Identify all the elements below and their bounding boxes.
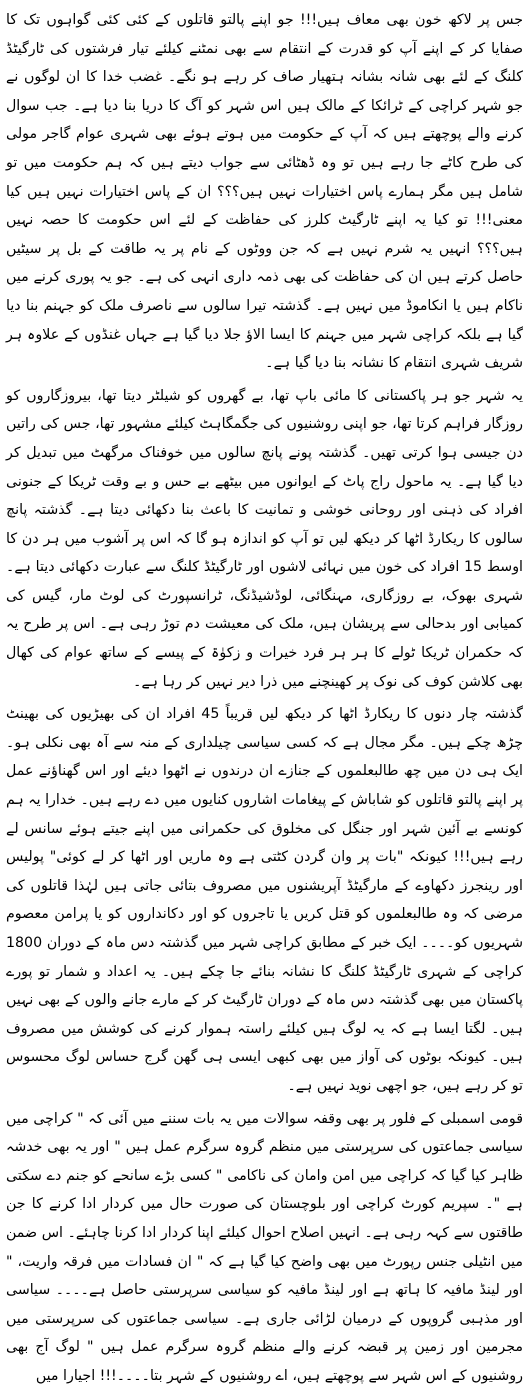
- article-paragraph-4: قومی اسمبلی کے فلور پر بھی وقفہ سوالات میں یہ بات سننے میں آئی کہ " کراچی میں سیاسی جماعتوں کی سرپرستی میں منظم گروہ سرگرم عمل ہیں " اور یہ بھی خدشہ ظاہر کیا گیا کہ کراچی میں امن وامان کی ناکامی " کسی بڑے سانحے کو جنم دے سکتی ہے "۔ سپریم کورٹ کراچی اور بلوچستان کی صورت حال میں کردار ادا کرنے کا جن طاقتوں سے کہہ رہی ہے۔ انہیں اصلاح احوال کیلئے اپنا کردار ادا کرنا چاہئے۔ اس ضمن میں انٹیلی جنس رپورٹ میں بھی واضح کیا گیا ہے کہ " ان فسادات میں فرقہ واریت، " اور لینڈ مافیہ کا ہاتھ ہے اور لینڈ مافیہ کو سیاسی سرپرستی حاصل ہے۔۔۔۔ سیاسی اور مذہبی گروپوں کے درمیان لڑائی جاری ہے۔ سیاسی جماعتوں کی سرپرستی میں مجرمین اور زمین پر قبضہ کرنے والے منظم گروہ سرگرم عمل ہیں " لوگ آج بھی روشنیوں کے اس شہر سے پوچھتے ہیں، اے روشنیوں کے شہر بتا۔۔۔۔!!! اجیارا میں: [6, 1110, 523, 1384]
- article-paragraph-3: گذشتہ چار دنوں کا ریکارڈ اٹھا کر دیکھ لیں قریباً 45 افراد ان کی بھیڑیوں کی بھینٹ چڑھ چکے ہیں۔ مگر مجال ہے کہ کسی سیاسی چیلداری کے منہ سے آہ بھی نکلی ہو۔ ایک ہی دن میں چھ طالبعلموں کے جنازے ان درندوں نے اٹھوا دیئے اور اس گھناؤنے عمل پر اپنے پالتو قاتلوں کو شاباش کے پیغامات اشاروں کنایوں میں دے رہے ہیں۔ خدارا یہ ہم کونسے بے آئین شہر اور جنگل کی مخلوق کی حکمرانی میں اپنے جیتے ہوئے سانس لے رہے ہیں!!! کیونکہ "بات پر وان گردن کٹتی ہے وہ ماریں اور اٹھا کر لے کوئی" پولیس اور رینجرز دکھاوے کے مارگیٹڈ آپریشنوں میں مصروف بتائی جاتی ہیں لہٰذا قاتلوں کی مرضی کہ وہ طالبعلموں کو قتل کریں یا تاجروں کو اور دکانداروں کو یا پرامن معصوم شہریوں کو۔۔۔۔ ایک خبر کے مطابق کراچی شہر میں گذشتہ دس ماہ کے دوران 1800 کراچی کے شہری ٹارگیٹڈ کلنگ کا نشانہ بنائے جا چکے ہیں۔ یہ اعداد و شمار تو پورے پاکستان میں بھی گذشتہ دس ماہ کے دوران ٹارگیٹ کر کے مارے جانے والوں کے بھی نہیں ہیں۔ لگتا ایسا ہے کہ یہ لوگ ہیں کیلئے راستہ ہموار کرنے کی کوشش میں مصروف ہیں۔ کیونکہ بوٹوں کی آواز میں بھی کبھی ایسی ہی گھن گرج حساس لوگ محسوس تو کر رہے ہیں، جو اچھی نوید نہیں ہے۔: [6, 706, 523, 1094]
- article-paragraph-2: یہ شہر جو ہر پاکستانی کا مائی باپ تھا، بے گھروں کو شیلٹر دیتا تھا، بیروزگاروں کو روزگار فراہم کرتا تھا، جو اپنی روشنیوں کی جگمگاہٹ کیلئے مشہور تھا، جس کی راتیں دن جیسی ہوا کرتی تھیں۔ گذشتہ پونے پانچ سالوں میں خوفناک مرگھٹ میں تبدیل کر دیا گیا ہے۔ یہ ماحول راج پاٹ کے ایوانوں میں بیٹھے بے حس و بے وقت ٹریکا کے جنونی افراد کی ذہنی اور روحانی خوشی و تمانیت کا باعث بنا دکھائی دیتا ہے۔ گذشتہ پانچ سالوں کا ریکارڈ اٹھا کر دیکھ لیں تو آپ کو اندازہ ہو گا کہ اس پر آشوب میں ہر دن کا اوسط 15 افراد کی خون میں نہائی لاشوں اور ٹارگیٹڈ کلنگ سے عبارت دکھائی دیتا ہے۔ شہری بھوک، بے روزگاری، مہنگائی، لوڈشیڈنگ، ٹرانسپورٹ کی لوٹ مار، گیس کی کمیابی اور بدحالی سے پریشان ہیں، ملک کی معیشت دم توڑ رہی ہے۔ اس پر طرح یہ کہ حکمران ٹریکا ٹولے کا ہر ہر فرد خیرات و زکوٰۃ کے پیسے کے ساتھ عوام کی کھال بھی کلاشن کوف کی نوک پر کھینچنے میں ذرا دیر نہیں کر رہا ہے۔: [6, 387, 523, 690]
- article-paragraph-1: جس پر لاکھ خون بھی معاف ہیں!!! جو اپنے پالتو قاتلوں کے کئی کئی گواہوں تک کا صفایا کر کے اپنے آپ کو قدرت کے انتقام سے بھی نمٹنے کیلئے تیار فرشتوں کی ٹارگیٹڈ کلنگ کے لئے بھی شانہ بشانہ ہتھیار صاف کر رہے ہو نگے۔ غضب خدا کا ان لوگوں نے جو شہر کراچی کے ٹرائکا کے مالک ہیں اس شہر کو آگ کا دریا بنا دیا ہے۔ جب سوال کرنے والے پوچھتے ہیں کہ آپ کے حکومت میں ہوتے ہوئے بھی شہری عوام گاجر مولی کی طرح کاٹے جا رہے ہیں تو وہ ڈھٹائی سے جواب دیتے ہیں کہ ہم حکومت میں تو شامل ہیں مگر ہمارے پاس اختیارات نہیں ہیں؟؟؟ ان کے پاس اختیارات نہیں ہیں کیا معنی!!! تو کیا یہ اپنے ٹارگیٹ کلرز کی حفاظت کے لئے اس حکومت کا حصہ نہیں ہیں؟؟؟ انہیں یہ شرم نہیں ہے کہ جن ووٹوں کے نام پر یہ طاقت کے بل پر سیٹیں حاصل کرتے ہیں ان کی حفاظت کی بھی ذمہ داری انہی کی ہے۔ جو یہ پوری کرنے میں ناکام ہیں یا انکاموڈ میں نہیں ہے۔ گذشتہ تیرا سالوں سے ناصرف ملک کو جہنم بنا دیا گیا ہے بلکہ کراچی شہر میں جہنم کا ایسا الاؤ جلا دیا گیا ہے جہاں غنڈوں کے علاوہ ہر شریف شہری انتقام کا نشانہ بنا دیا گیا ہے۔: [6, 12, 523, 372]
